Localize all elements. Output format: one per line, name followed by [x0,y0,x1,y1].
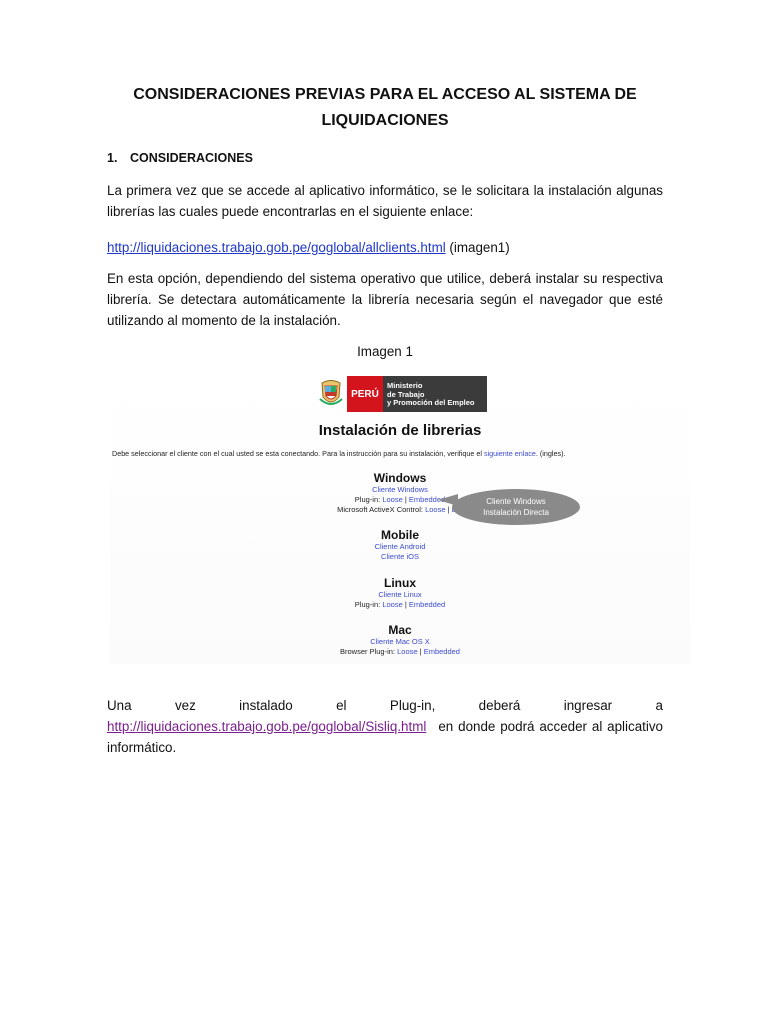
windows-activex-row [110,505,690,515]
ministry-line-2: de Trabajo [387,389,425,399]
access-line-3: informático. [107,740,177,755]
word-1: Una [107,698,132,713]
linux-embedded-link[interactable]: Embedded [408,600,446,609]
windows-loose-link[interactable]: Loose [382,495,403,504]
mac-separator: | [419,647,422,656]
mac-plugin-row [110,647,690,657]
linux-client-link[interactable]: Cliente Linux [378,590,422,599]
word-3: instalado [239,698,293,713]
word-5: Plug-in, [389,698,436,713]
section-heading [107,149,253,167]
access-line-1 [107,695,663,716]
activex-separator: | [447,505,450,514]
ministry-name [383,376,487,412]
mac-heading: Mac [388,623,412,637]
word-2: vez [174,698,196,713]
linux-separator: | [404,600,407,609]
mac-loose-link[interactable]: Loose [397,647,418,656]
word-7: ingresar [563,698,613,713]
word-4: el [336,698,347,713]
callout-line-2: Instalación Directa [483,508,549,517]
install-libraries-screenshot [110,372,690,664]
instructions-text: Debe seleccionar el cliente con el cual usted se esta conectando. Para la instrucción para su instalación, verifique el [112,449,484,458]
title-line-1: CONSIDERACIONES PREVIAS PARA EL ACCESO AL SISTEMA DE [133,86,637,103]
ministry-logo [315,376,487,412]
windows-heading: Windows [373,471,427,485]
ios-client-link[interactable]: Cliente iOS [381,552,419,561]
windows-embedded-link[interactable]: Embedded [408,495,446,504]
activex-label: Microsoft ActiveX Control: [337,505,423,514]
word-6: deberá [478,698,521,713]
mac-embedded-link[interactable]: Embedded [423,647,460,656]
windows-plugin-label: Plug-in: [354,495,381,504]
windows-separator: | [404,495,407,504]
windows-group [110,471,690,515]
os-paragraph: En esta opción, dependiendo del sistema operativo que utilice, deberá instalar su respectiva librería. Se detectara automáticamente la librería necesaria según el navegador que esté utilizando al momento de la instalación. [107,271,663,328]
section-number: 1. [107,151,118,165]
section-title: CONSIDERACIONES [130,151,253,165]
peru-badge: PERÚ [347,376,383,412]
linux-group [110,576,690,610]
mac-group [110,623,690,657]
windows-client-link[interactable]: Cliente Windows [372,485,428,494]
figure-caption: Imagen 1 [357,344,413,359]
mobile-heading: Mobile [381,528,419,542]
linux-loose-link[interactable]: Loose [382,600,403,609]
access-line-2-rest: en donde podrá acceder al aplicativo [438,719,663,734]
figure-instructions [112,449,692,458]
link-suffix: (imagen1) [445,240,510,255]
linux-heading: Linux [384,576,416,590]
ministry-line-1: Ministerio [387,381,423,391]
activex-loose-link[interactable]: Loose [425,505,446,514]
instructions-suffix: . (ingles). [535,449,566,458]
linux-plugin-row [110,600,690,610]
instructions-link[interactable]: siguiente enlace [483,449,536,458]
title-line-2: LIQUIDACIONES [321,112,449,129]
callout-line-1: Cliente Windows [486,497,546,506]
sisliq-link[interactable]: http://liquidaciones.trabajo.gob.pe/goglobal/Sisliq.html [107,719,427,734]
mobile-group [110,528,690,562]
figure-title: Instalación de librerias [318,422,482,439]
intro-paragraph: La primera vez que se accede al aplicativo informático, se le solicitara la instalación algunas librerías las cuales puede encontrarlas en el siguiente enlace: [107,183,663,219]
linux-plugin-label: Plug-in: [354,600,381,609]
word-8: a [655,698,663,713]
coat-of-arms-icon [315,376,347,412]
allclients-link[interactable]: http://liquidaciones.trabajo.gob.pe/goglobal/allclients.html [107,240,446,255]
windows-plugin-row [110,495,690,505]
mac-plugin-label: Browser Plug-in: [340,647,396,656]
android-client-link[interactable]: Cliente Android [374,542,426,551]
access-line-2 [107,716,663,737]
link-paragraph [107,237,663,258]
mac-client-link[interactable]: Cliente Mac OS X [370,637,430,646]
document-title [107,82,663,134]
ministry-line-3: y Promoción del Empleo [387,398,475,408]
direct-install-callout [452,489,580,525]
access-paragraph [107,695,663,758]
